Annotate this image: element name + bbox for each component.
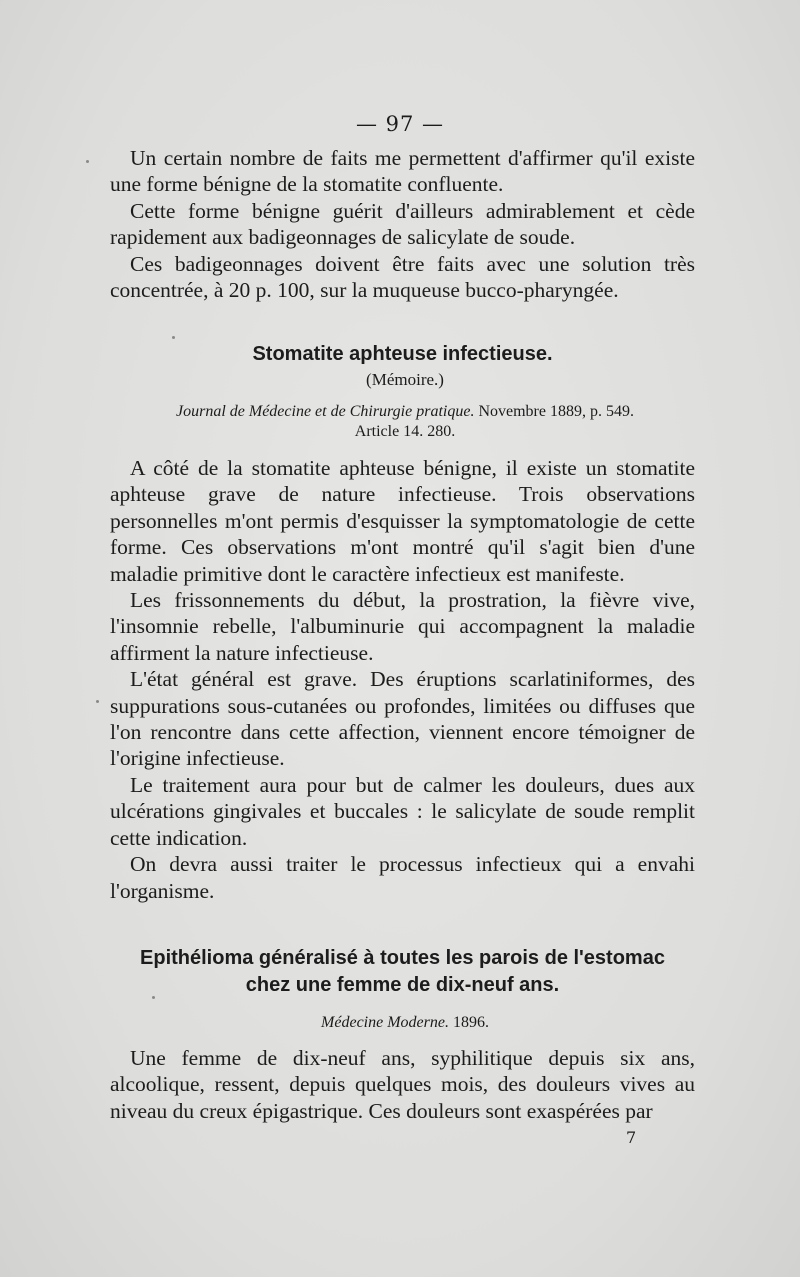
paragraph: On devra aussi traiter le processus infectieux qui a envahi l'organisme. <box>110 852 695 903</box>
section1-text <box>110 455 695 904</box>
journal-name: Journal de Médecine et de Chirurgie pratique. <box>176 403 475 420</box>
intro-text <box>110 145 695 303</box>
paper-speck <box>86 160 89 163</box>
paragraph: Le traitement aura pour but de calmer les douleurs, dues aux ulcérations gingivales et buccales : le salicylate de soude remplit cette indication. <box>110 772 695 850</box>
paper-speck <box>96 700 99 703</box>
citation-article: Article 14. 280. <box>354 423 456 440</box>
paragraph: Un certain nombre de faits me permettent d'affirmer qu'il existe une forme bénigne de la stomatite confluente. <box>110 146 695 197</box>
journal-name: Médecine Moderne. <box>321 1014 449 1031</box>
paragraph: Les frissonnements du début, la prostration, la fièvre vive, l'insomnie rebelle, l'albuminurie qui accompagnent la maladie affirment la nature infectieuse. <box>110 588 695 665</box>
paragraph: A côté de la stomatite aphteuse bénigne, il existe un stomatite aphteuse grave de nature infectieuse. Trois observations personnelles m'ont permis d'esquisser la symptomatologie de cette forme. Ces observations m'ont montré qu'il s'agit bien d'une maladie primitive dont le caractère infectieux est manifeste. <box>110 456 695 586</box>
section-subtitle: (Mémoire.) <box>366 370 444 389</box>
page-number: — 97 — <box>355 112 445 136</box>
section-title: chez une femme de dix-neuf ans. <box>245 974 560 996</box>
source-citation <box>110 1013 700 1033</box>
citation-date: Novembre 1889, p. 549. <box>478 403 634 420</box>
paper-speck <box>152 996 155 999</box>
paragraph: Cette forme bénigne guérit d'ailleurs admirablement et cède rapidement aux badigeonnages de salicylate de soude. <box>110 198 695 250</box>
section-title: Stomatite aphteuse infectieuse. <box>252 343 553 365</box>
section2-text <box>110 1045 695 1124</box>
signature-mark: 7 <box>626 1128 637 1147</box>
section-title: Epithélioma généralisé à toutes les parois de l'estomac <box>140 947 665 969</box>
paragraph: L'état général est grave. Des éruptions scarlatiniformes, des suppurations sous-cutanées ou profondes, limitées ou diffuses que l'on rencontre dans cette affection, viennent encore témoigner de l'origine infectieuse. <box>110 667 695 771</box>
source-citation <box>110 402 700 422</box>
citation-year: 1896. <box>452 1014 489 1031</box>
paragraph: Ces badigeonnages doivent être faits avec une solution très concentrée, à 20 p. 100, sur la muqueuse bucco-pharyngée. <box>110 251 695 303</box>
paragraph: Une femme de dix-neuf ans, syphilitique depuis six ans, alcoolique, ressent, depuis quelques mois, des douleurs vives au niveau du creux épigastrique. Ces douleurs sont exaspérées par <box>110 1046 695 1123</box>
paper-speck <box>172 336 175 339</box>
